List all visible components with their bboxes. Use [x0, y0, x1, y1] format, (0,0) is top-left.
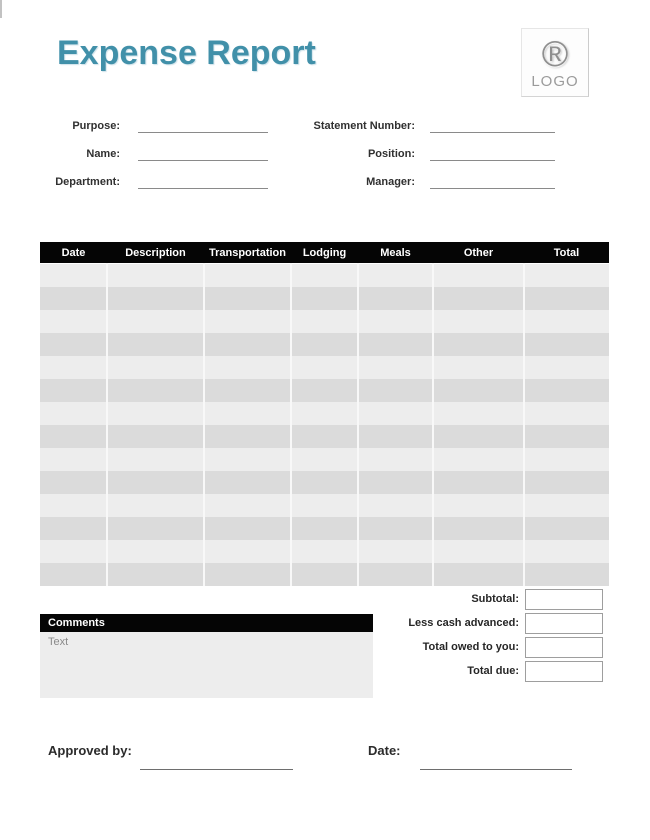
field-row-statement-number [290, 105, 555, 133]
cell-lodging[interactable] [291, 517, 358, 540]
cell-other[interactable] [433, 264, 524, 288]
total-input-total-due[interactable] [525, 661, 603, 682]
cell-description[interactable] [107, 517, 204, 540]
column-header-total: Total [524, 242, 609, 264]
expense-table-row [40, 264, 609, 288]
expense-table-row [40, 517, 609, 540]
cell-transportation[interactable] [204, 425, 291, 448]
field-row-manager [290, 161, 555, 189]
expense-table-header-row [40, 242, 609, 264]
cell-transportation[interactable] [204, 356, 291, 379]
cell-total[interactable] [524, 494, 609, 517]
cell-description[interactable] [107, 471, 204, 494]
cell-meals[interactable] [358, 540, 433, 563]
cell-meals[interactable] [358, 264, 433, 288]
info-fields-right [290, 105, 555, 189]
cell-total[interactable] [524, 425, 609, 448]
cell-other[interactable] [433, 494, 524, 517]
total-row-subtotal [280, 587, 603, 611]
cell-other[interactable] [433, 402, 524, 425]
total-input-less-cash-advanced[interactable] [525, 613, 603, 634]
cell-total[interactable] [524, 333, 609, 356]
field-label-position: Position: [367, 148, 415, 160]
cell-other[interactable] [433, 379, 524, 402]
cell-total[interactable] [524, 448, 609, 471]
expense-table-row [40, 333, 609, 356]
comments-header: Comments [40, 614, 373, 632]
page-title: Expense Report [57, 34, 316, 72]
cell-meals[interactable] [358, 310, 433, 333]
field-input-line-manager[interactable] [430, 187, 555, 189]
total-input-subtotal[interactable] [525, 589, 603, 610]
cell-other[interactable] [433, 356, 524, 379]
field-label-department: Department: [55, 176, 120, 188]
cell-description[interactable] [107, 287, 204, 310]
cell-meals[interactable] [358, 287, 433, 310]
cell-date[interactable] [40, 287, 107, 310]
field-row-purpose [30, 105, 270, 133]
cell-date[interactable] [40, 540, 107, 563]
registered-trademark-icon: ® [541, 32, 569, 74]
cell-description[interactable] [107, 540, 204, 563]
field-input-line-department[interactable] [138, 187, 268, 189]
cell-total[interactable] [524, 517, 609, 540]
cell-date[interactable] [40, 310, 107, 333]
expense-table-row [40, 540, 609, 563]
cell-transportation[interactable] [204, 333, 291, 356]
cell-total[interactable] [524, 471, 609, 494]
approved-by-signature-line[interactable] [140, 769, 293, 770]
column-header-meals: Meals [358, 242, 433, 264]
column-header-lodging: Lodging [291, 242, 358, 264]
expense-table-row [40, 356, 609, 379]
cell-description[interactable] [107, 494, 204, 517]
logo-label: LOGO [531, 72, 579, 90]
cell-meals[interactable] [358, 448, 433, 471]
cell-meals[interactable] [358, 517, 433, 540]
cell-lodging[interactable] [291, 402, 358, 425]
cell-meals[interactable] [358, 333, 433, 356]
field-label-name: Name: [86, 148, 120, 160]
cell-other[interactable] [433, 563, 524, 586]
cell-date[interactable] [40, 425, 107, 448]
cell-date[interactable] [40, 356, 107, 379]
cell-lodging[interactable] [291, 563, 358, 586]
cell-total[interactable] [524, 356, 609, 379]
field-row-department [30, 161, 270, 189]
company-logo [521, 28, 589, 97]
cell-lodging[interactable] [291, 287, 358, 310]
cell-transportation[interactable] [204, 402, 291, 425]
cell-date[interactable] [40, 333, 107, 356]
cell-other[interactable] [433, 517, 524, 540]
cell-description[interactable] [107, 310, 204, 333]
column-header-date: Date [40, 242, 107, 264]
expense-table-row [40, 448, 609, 471]
expense-table-row [40, 471, 609, 494]
cell-lodging[interactable] [291, 310, 358, 333]
cell-transportation[interactable] [204, 563, 291, 586]
cell-transportation[interactable] [204, 310, 291, 333]
cell-other[interactable] [433, 287, 524, 310]
info-fields-left [30, 105, 270, 189]
cell-other[interactable] [433, 425, 524, 448]
cell-description[interactable] [107, 356, 204, 379]
approved-by-label: Approved by: [48, 743, 132, 758]
cell-transportation[interactable] [204, 264, 291, 288]
cell-lodging[interactable] [291, 356, 358, 379]
cell-other[interactable] [433, 471, 524, 494]
cell-total[interactable] [524, 540, 609, 563]
cell-date[interactable] [40, 494, 107, 517]
column-header-other: Other [433, 242, 524, 264]
cell-date[interactable] [40, 379, 107, 402]
cell-other[interactable] [433, 333, 524, 356]
expense-table-row [40, 402, 609, 425]
cell-lodging[interactable] [291, 264, 358, 288]
comments-section [40, 614, 373, 698]
cell-description[interactable] [107, 402, 204, 425]
field-row-name [30, 133, 270, 161]
expense-table-row [40, 494, 609, 517]
field-label-statement-number: Statement Number: [313, 120, 415, 132]
cell-lodging[interactable] [291, 379, 358, 402]
expense-table-row [40, 287, 609, 310]
total-label-total-owed-to-you: Total owed to you: [422, 641, 519, 653]
page-edge-artifact [0, 0, 2, 18]
cell-transportation[interactable] [204, 471, 291, 494]
cell-description[interactable] [107, 333, 204, 356]
cell-meals[interactable] [358, 425, 433, 448]
cell-description[interactable] [107, 264, 204, 288]
cell-other[interactable] [433, 448, 524, 471]
cell-transportation[interactable] [204, 517, 291, 540]
expense-table-row [40, 310, 609, 333]
cell-meals[interactable] [358, 494, 433, 517]
cell-lodging[interactable] [291, 494, 358, 517]
column-header-description: Description [107, 242, 204, 264]
total-label-subtotal: Subtotal: [471, 593, 519, 605]
cell-transportation[interactable] [204, 540, 291, 563]
total-input-total-owed-to-you[interactable] [525, 637, 603, 658]
column-header-transportation: Transportation [204, 242, 291, 264]
cell-date[interactable] [40, 448, 107, 471]
cell-meals[interactable] [358, 563, 433, 586]
cell-date[interactable] [40, 517, 107, 540]
field-row-position [290, 133, 555, 161]
cell-date[interactable] [40, 264, 107, 288]
cell-description[interactable] [107, 425, 204, 448]
cell-other[interactable] [433, 540, 524, 563]
cell-meals[interactable] [358, 471, 433, 494]
cell-total[interactable] [524, 402, 609, 425]
cell-meals[interactable] [358, 402, 433, 425]
cell-description[interactable] [107, 448, 204, 471]
cell-meals[interactable] [358, 356, 433, 379]
cell-transportation[interactable] [204, 379, 291, 402]
field-label-purpose: Purpose: [72, 120, 120, 132]
cell-lodging[interactable] [291, 471, 358, 494]
expense-table-row [40, 563, 609, 586]
cell-description[interactable] [107, 563, 204, 586]
total-label-total-due: Total due: [467, 665, 519, 677]
total-label-less-cash-advanced: Less cash advanced: [408, 617, 519, 629]
cell-transportation[interactable] [204, 448, 291, 471]
cell-lodging[interactable] [291, 540, 358, 563]
field-label-manager: Manager: [366, 176, 415, 188]
cell-total[interactable] [524, 287, 609, 310]
cell-date[interactable] [40, 471, 107, 494]
cell-lodging[interactable] [291, 333, 358, 356]
cell-transportation[interactable] [204, 287, 291, 310]
cell-lodging[interactable] [291, 425, 358, 448]
cell-total[interactable] [524, 379, 609, 402]
cell-other[interactable] [433, 310, 524, 333]
date-signature-line[interactable] [420, 769, 572, 770]
cell-total[interactable] [524, 563, 609, 586]
cell-total[interactable] [524, 310, 609, 333]
expense-table-row [40, 425, 609, 448]
comments-input-area[interactable]: Text [40, 632, 373, 698]
cell-meals[interactable] [358, 379, 433, 402]
cell-date[interactable] [40, 402, 107, 425]
cell-description[interactable] [107, 379, 204, 402]
expense-table-body [40, 264, 609, 587]
cell-lodging[interactable] [291, 448, 358, 471]
cell-transportation[interactable] [204, 494, 291, 517]
expense-table-row [40, 379, 609, 402]
date-label: Date: [368, 743, 401, 758]
expense-table [40, 242, 609, 586]
cell-date[interactable] [40, 563, 107, 586]
cell-total[interactable] [524, 264, 609, 288]
